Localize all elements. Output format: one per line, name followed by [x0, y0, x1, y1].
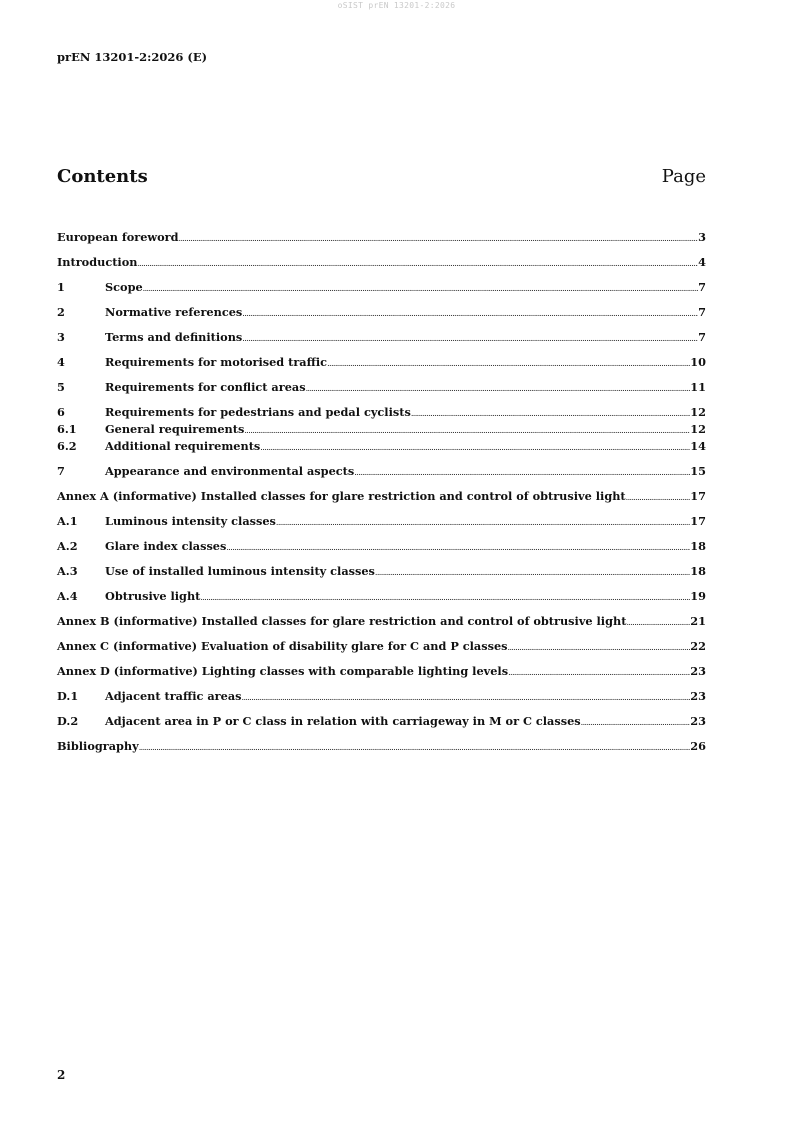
- toc-entry[interactable]: [57, 563, 706, 580]
- toc-entry-page: 11: [690, 380, 706, 394]
- toc-entry-page: 17: [690, 514, 706, 528]
- toc-entry[interactable]: [57, 638, 706, 655]
- toc-entry[interactable]: [57, 229, 706, 246]
- dot-leader: [143, 280, 698, 297]
- toc-entry[interactable]: [57, 438, 706, 455]
- toc-entry[interactable]: [57, 254, 706, 271]
- toc-entry-page: 12: [690, 405, 706, 419]
- toc-entry[interactable]: [57, 404, 706, 421]
- document-id: prEN 13201-2:2026 (E): [57, 50, 208, 64]
- toc-entry-page: 12: [690, 422, 706, 436]
- dot-leader: [327, 355, 690, 372]
- dot-leader: [242, 689, 691, 706]
- toc-entry-page: 17: [690, 489, 706, 503]
- toc-entry-page: 23: [690, 689, 706, 703]
- toc-entry-title: Annex B (informative) Installed classes for glare restriction and control of obtrusive light: [57, 614, 627, 628]
- toc-entry-page: 7: [698, 280, 706, 294]
- toc-entry-title: Normative references: [105, 305, 243, 319]
- toc-entry[interactable]: [57, 738, 706, 755]
- toc-entry-number: A.4: [57, 589, 78, 603]
- toc-entry[interactable]: [57, 713, 706, 730]
- toc-entry-number: 6.1: [57, 422, 77, 436]
- toc-entry-page: 21: [690, 614, 706, 628]
- toc-entry-title: European foreword: [57, 230, 179, 244]
- toc-entry-number: D.2: [57, 714, 79, 728]
- toc-entry[interactable]: [57, 588, 706, 605]
- table-of-contents: [57, 229, 706, 755]
- toc-entry-number: 6.2: [57, 439, 77, 453]
- dot-leader: [508, 664, 690, 681]
- toc-entry-number: 5: [57, 380, 65, 394]
- toc-entry-number: 1: [57, 280, 65, 294]
- toc-entry-title: Use of installed luminous intensity classes: [105, 564, 375, 578]
- dot-leader: [626, 489, 691, 506]
- toc-entry-title: Requirements for pedestrians and pedal cyclists: [105, 405, 411, 419]
- toc-entry-number: 6: [57, 405, 65, 419]
- toc-entry-title: Introduction: [57, 255, 138, 269]
- contents-title: Contents: [57, 166, 148, 187]
- toc-entry-number: 2: [57, 305, 65, 319]
- toc-entry-title: Adjacent area in P or C class in relation with carriageway in M or C classes: [105, 714, 581, 728]
- toc-entry-title: Additional requirements: [105, 439, 261, 453]
- dot-leader: [375, 564, 690, 581]
- toc-entry[interactable]: [57, 663, 706, 680]
- toc-entry[interactable]: [57, 354, 706, 371]
- toc-entry-page: 23: [690, 664, 706, 678]
- toc-entry-title: Terms and definitions: [105, 330, 243, 344]
- page-number: 2: [57, 1068, 66, 1082]
- dot-leader: [226, 539, 690, 556]
- toc-entry-page: 15: [690, 464, 706, 478]
- toc-entry-page: 14: [690, 439, 706, 453]
- toc-entry-number: 3: [57, 330, 65, 344]
- toc-entry[interactable]: [57, 421, 706, 438]
- toc-entry-title: Adjacent traffic areas: [105, 689, 242, 703]
- toc-entry-page: 18: [690, 564, 706, 578]
- toc-entry-page: 19: [690, 589, 706, 603]
- dot-leader: [411, 405, 690, 422]
- dot-leader: [179, 230, 699, 247]
- toc-entry-title: Requirements for motorised traffic: [105, 355, 328, 369]
- toc-entry[interactable]: [57, 613, 706, 630]
- page-column-heading: Page: [661, 166, 706, 187]
- toc-entry-page: 26: [690, 739, 706, 753]
- toc-entry-title: Luminous intensity classes: [105, 514, 276, 528]
- toc-entry-title: General requirements: [105, 422, 245, 436]
- toc-entry[interactable]: [57, 538, 706, 555]
- dot-leader: [242, 305, 698, 322]
- toc-entry-title: Requirements for conflict areas: [105, 380, 306, 394]
- dot-leader: [260, 439, 690, 456]
- toc-entry-page: 23: [690, 714, 706, 728]
- toc-entry-title: Glare index classes: [105, 539, 227, 553]
- toc-entry-title: Annex D (informative) Lighting classes with comparable lighting levels: [57, 664, 509, 678]
- toc-entry-title: Appearance and environmental aspects: [105, 464, 355, 478]
- toc-entry-title: Bibliography: [57, 739, 139, 753]
- dot-leader: [354, 464, 690, 481]
- toc-entry-number: A.1: [57, 514, 78, 528]
- toc-entry-title: Annex C (informative) Evaluation of disability glare for C and P classes: [57, 639, 508, 653]
- dot-leader: [626, 614, 690, 631]
- toc-entry-number: 4: [57, 355, 65, 369]
- toc-entry[interactable]: [57, 488, 706, 505]
- toc-entry[interactable]: [57, 688, 706, 705]
- dot-leader: [276, 514, 690, 531]
- toc-entry-page: 18: [690, 539, 706, 553]
- toc-entry-page: 3: [698, 230, 706, 244]
- watermark: oSIST prEN 13201-2:2026: [337, 1, 456, 10]
- toc-entry-page: 4: [698, 255, 706, 269]
- dot-leader: [306, 380, 691, 397]
- toc-entry[interactable]: [57, 304, 706, 321]
- toc-entry-title: Scope: [105, 280, 143, 294]
- toc-entry[interactable]: [57, 379, 706, 396]
- toc-entry[interactable]: [57, 513, 706, 530]
- toc-entry[interactable]: [57, 279, 706, 296]
- toc-entry-page: 7: [698, 305, 706, 319]
- toc-entry-page: 22: [690, 639, 706, 653]
- toc-entry[interactable]: [57, 463, 706, 480]
- dot-leader: [139, 739, 691, 756]
- dot-leader: [137, 255, 698, 272]
- dot-leader: [244, 422, 690, 439]
- toc-entry-page: 10: [690, 355, 706, 369]
- toc-entry[interactable]: [57, 329, 706, 346]
- dot-leader: [581, 714, 691, 731]
- toc-entry-number: A.3: [57, 564, 78, 578]
- toc-entry-title: Obtrusive light: [105, 589, 201, 603]
- toc-entry-page: 7: [698, 330, 706, 344]
- toc-entry-number: 7: [57, 464, 65, 478]
- dot-leader: [508, 639, 691, 656]
- toc-entry-title: Annex A (informative) Installed classes for glare restriction and control of obtrusive light: [57, 489, 626, 503]
- toc-entry-number: D.1: [57, 689, 79, 703]
- toc-entry-number: A.2: [57, 539, 78, 553]
- dot-leader: [200, 589, 690, 606]
- dot-leader: [242, 330, 698, 347]
